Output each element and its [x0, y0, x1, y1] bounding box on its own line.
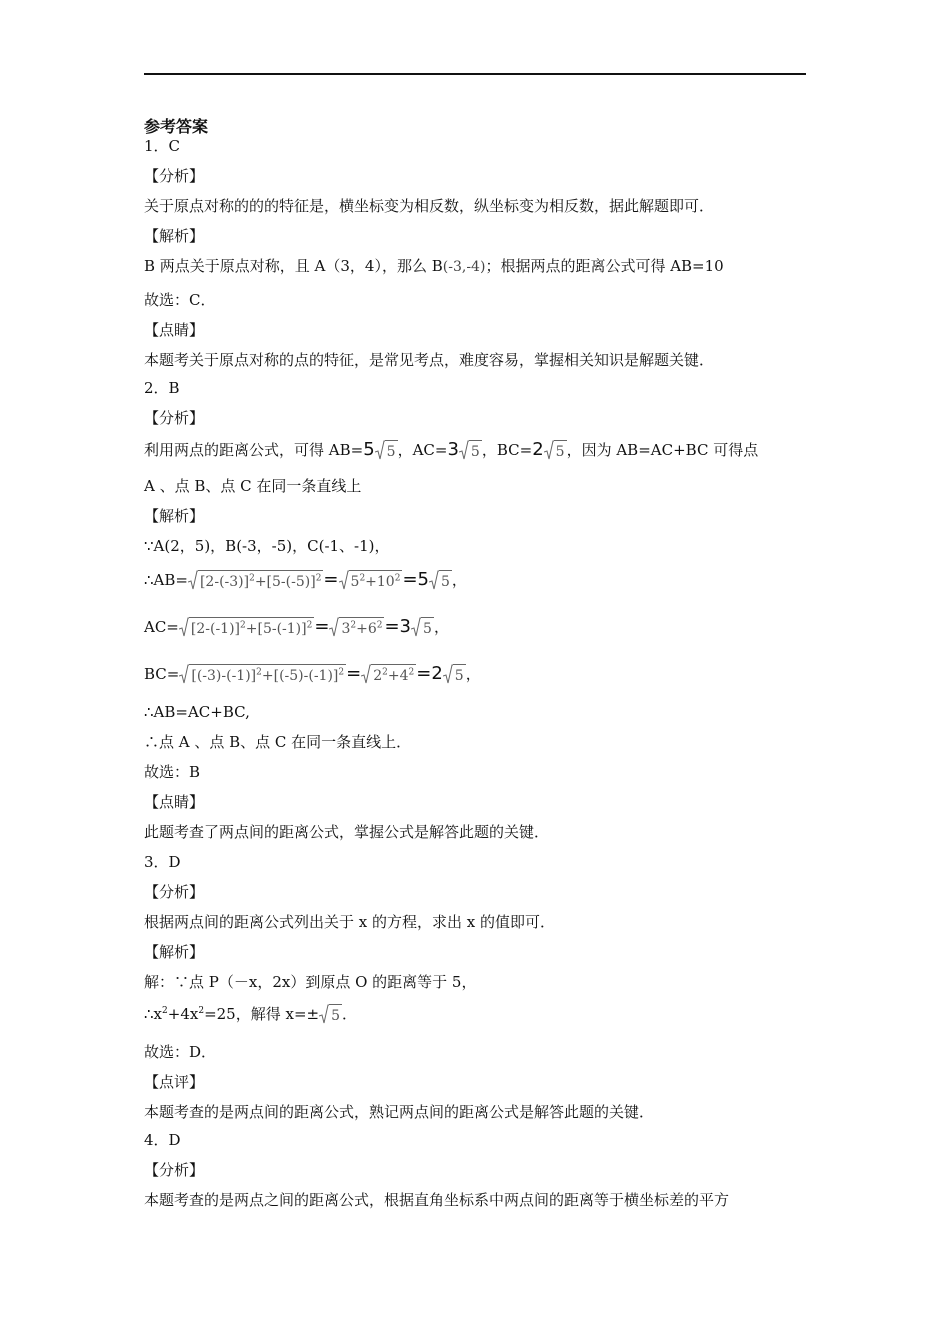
q3-answer: 3．D	[144, 853, 181, 871]
q2-ab-formula: ∴AB= $[2-(-3)]^2+[5-(-5)]^2$ = $5^2+10^2 =5$ 5 ，	[144, 569, 467, 590]
q1-answer: 1．C	[144, 137, 181, 155]
q3-comment-text: 本题考查的是两点间的距离公式，熟记两点间的距离公式是解答此题的关键．	[144, 1103, 655, 1121]
q1-analysis-label: 【分析】	[144, 167, 205, 185]
q2-comment-label: 【点睛】	[144, 793, 205, 811]
q2-solution-label: 【解析】	[144, 507, 205, 525]
q2-ac-formula: AC= $[2-(-1)]^2+[5-(-1)]^2$ = $3^2+6^2 =3$ 5 ，	[144, 616, 449, 637]
q4-answer: 4．D	[144, 1131, 181, 1149]
q2-bc-formula: BC= $[(-3)-(-1)]^2+[(-5)-(-1)]^2$ = $2^2+4^2 =2$ 5 ，	[144, 663, 481, 684]
q1-solution-label: 【解析】	[144, 227, 205, 245]
q2-conclusion-1: ∴AB=AC+BC,	[144, 703, 250, 721]
section-title: 参考答案	[144, 117, 209, 136]
q4-analysis-label: 【分析】	[144, 1161, 205, 1179]
sqrt-5: 5	[544, 440, 567, 462]
q3-solution-label: 【解析】	[144, 943, 205, 961]
q1-analysis-text: 关于原点对称的的的特征是，横坐标变为相反数，纵坐标变为相反数，据此解题即可．	[144, 197, 715, 215]
header-rule	[144, 73, 806, 75]
q2-analysis-text: 利用两点的距离公式，可得 AB=5 5 ，AC=3 5 ，BC=2 5 ，因为 AB=AC+BC 可得点	[144, 439, 759, 460]
sqrt-5: 5	[375, 440, 398, 462]
q3-solution-line-2: $\therefore x^2+4x^2=25$，解得 x=± 5 ．	[144, 1005, 358, 1024]
point-b-coordinates: (-3,-4)	[442, 259, 486, 275]
sqrt-5: 5	[459, 440, 482, 462]
q3-analysis-text: 根据两点间的距离公式列出关于 x 的方程，求出 x 的值即可．	[144, 913, 555, 931]
q3-analysis-label: 【分析】	[144, 883, 205, 901]
q2-analysis-label: 【分析】	[144, 409, 205, 427]
q3-comment-label: 【点评】	[144, 1073, 205, 1091]
q1-comment-text: 本题考关于原点对称的点的特征，是常见考点，难度容易，掌握相关知识是解题关键．	[144, 351, 715, 369]
q3-solution-line-1: 解：∵点 P（－x，2x）到原点 O 的距离等于 5，	[144, 973, 477, 991]
q3-choice: 故选：D．	[144, 1043, 217, 1061]
q2-given-points: ∵A(2，5)，B(-3，-5)，C(-1、-1)，	[144, 537, 390, 555]
q2-answer: 2．B	[144, 379, 180, 397]
q1-solution-text: B 两点关于原点对称，且 A（3，4），那么 B(-3,-4)；根据两点的距离公式可得 AB=10	[144, 257, 724, 275]
q2-conclusion-2: ∴点 A 、点 B、点 C 在同一条直线上．	[144, 733, 412, 751]
q4-analysis-text: 本题考查的是两点之间的距离公式，根据直角坐标系中两点间的距离等于横坐标差的平方	[144, 1191, 730, 1209]
q2-choice: 故选：B	[144, 763, 201, 781]
q2-analysis-text-2: A 、点 B、点 C 在同一条直线上	[144, 477, 362, 495]
q2-comment-text: 此题考查了两点间的距离公式，掌握公式是解答此题的关键．	[144, 823, 550, 841]
q1-comment-label: 【点睛】	[144, 321, 205, 339]
q1-choice: 故选：C．	[144, 291, 216, 309]
